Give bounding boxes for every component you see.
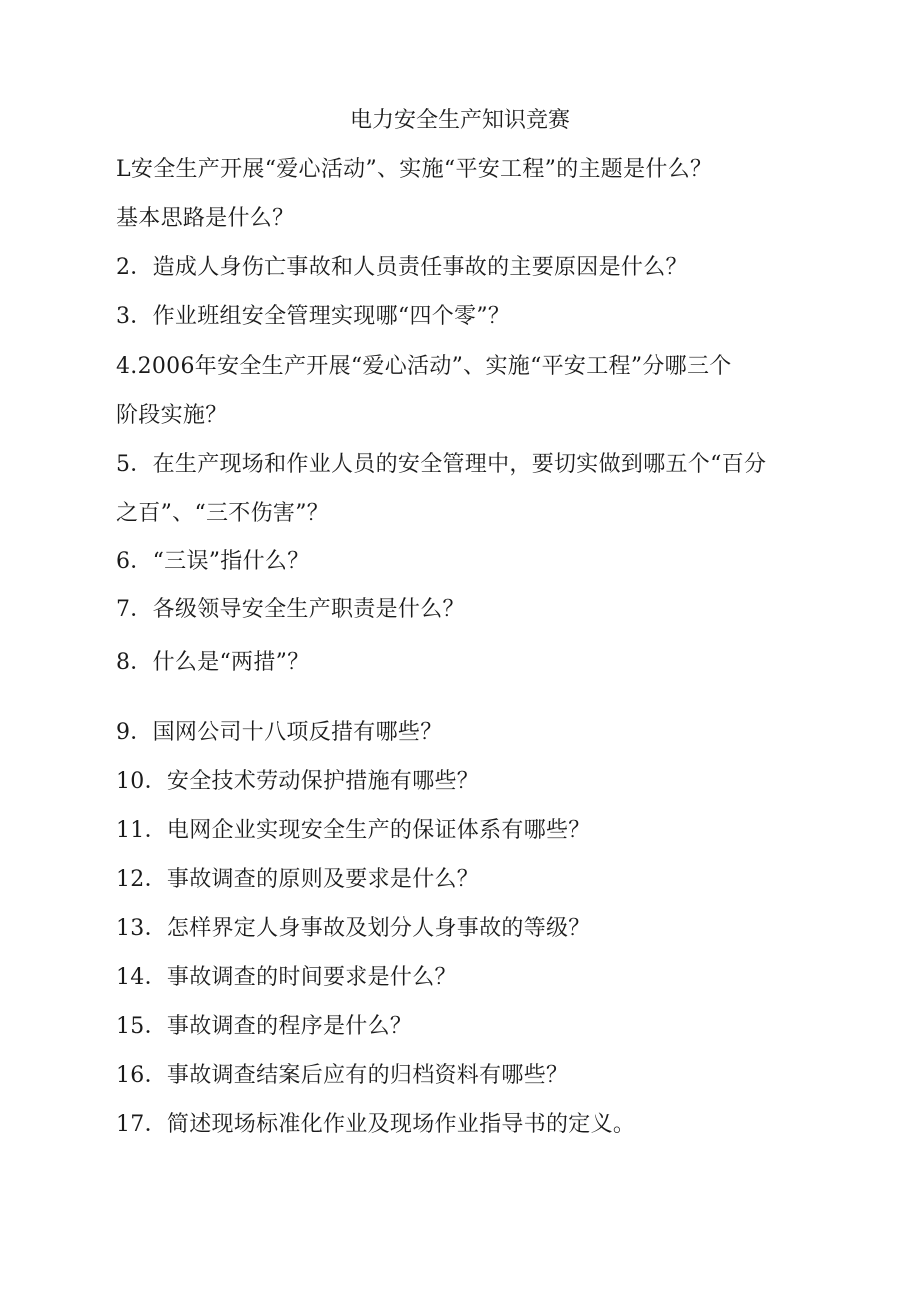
question-line-7: 7．各级领导安全生产职责是什么？: [116, 597, 465, 622]
question-line-13: 13．怎样界定人身事故及划分人身事故的等级？: [116, 916, 591, 941]
question-line-1-cont: 基本思路是什么？: [116, 206, 295, 231]
question-line-12: 12．事故调查的原则及要求是什么？: [116, 867, 480, 892]
question-line-15: 15．事故调查的程序是什么？: [116, 1014, 413, 1039]
document-title: 电力安全生产知识竞赛: [349, 108, 570, 133]
question-line-11: 11．电网企业实现安全生产的保证体系有哪些？: [116, 818, 591, 843]
question-line-6: 6．“三误”指什么？: [116, 549, 310, 574]
question-line-5-cont: 之百”、“三不伤害”？: [116, 501, 330, 526]
question-line-2: 2．造成人身伤亡事故和人员责任事故的主要原因是什么？: [116, 255, 688, 280]
question-line-4-cont: 阶段实施？: [116, 403, 228, 428]
question-line-1: L安全生产开展“爱心活动”、实施“平安工程”的主题是什么？: [116, 157, 713, 182]
question-line-3: 3．作业班组安全管理实现哪“四个零”？: [116, 304, 511, 329]
question-line-17: 17．简述现场标准化作业及现场作业指导书的定义。: [116, 1112, 636, 1137]
question-line-9: 9．国网公司十八项反措有哪些？: [116, 720, 443, 745]
question-line-16: 16．事故调查结案后应有的归档资料有哪些？: [116, 1063, 569, 1088]
question-line-10: 10．安全技术劳动保护措施有哪些？: [116, 769, 480, 794]
question-line-5: 5．在生产现场和作业人员的安全管理中，要切实做到哪五个“百分: [116, 452, 767, 477]
question-line-14: 14．事故调查的时间要求是什么？: [116, 965, 457, 990]
question-line-8: 8．什么是“两措”？: [116, 650, 310, 675]
question-line-4: 4.2006年安全生产开展“爱心活动”、实施“平安工程”分哪三个: [116, 354, 732, 379]
